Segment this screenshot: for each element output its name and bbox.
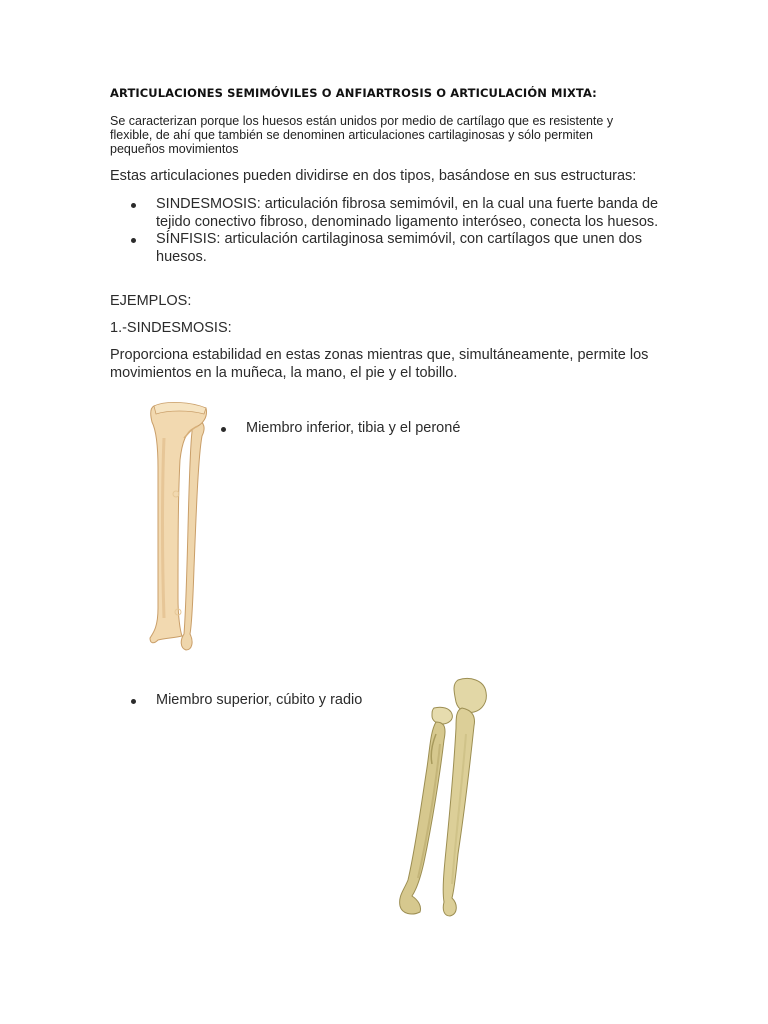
- sindesmosis-paragraph: Proporciona estabilidad en estas zonas mientras que, simultáneamente, permite los movimientos en la muñeca, la mano, el pie y el tobillo.: [110, 347, 649, 381]
- section-heading: ARTICULACIONES SEMIMÓVILES O ANFIARTROSIS O ARTICULACIÓN MIXTA:: [110, 86, 597, 100]
- figure-caption-lower-limb: [220, 420, 460, 438]
- bullet-icon: [131, 699, 136, 704]
- examples-heading: EJEMPLOS:: [110, 293, 192, 309]
- type-item-sinfisis: [130, 231, 670, 266]
- types-list: [130, 196, 670, 266]
- bullet-icon: [131, 238, 136, 243]
- caption-text: Miembro inferior, tibia y el peroné: [246, 420, 461, 436]
- type-item-text: SÍNFISIS: articulación cartilaginosa semimóvil, con cartílagos que unen dos huesos.: [156, 231, 642, 265]
- tibia-fibula-illustration: [140, 398, 220, 664]
- bullet-icon: [131, 203, 136, 208]
- bullet-icon: [221, 427, 226, 432]
- figure-caption-upper-limb: [130, 692, 362, 710]
- types-intro-paragraph: Estas articulaciones pueden dividirse en dos tipos, basándose en sus estructuras:: [110, 168, 637, 184]
- type-item-sindesmosis: [130, 196, 670, 231]
- sindesmosis-heading: 1.-SINDESMOSIS:: [110, 320, 232, 336]
- ulna-radius-illustration: [392, 674, 496, 922]
- type-item-text: SINDESMOSIS: articulación fibrosa semimóvil, en la cual una fuerte banda de tejido conectivo fibroso, denominado ligamento interóseo, conecta los huesos.: [156, 196, 659, 230]
- caption-text: Miembro superior, cúbito y radio: [156, 692, 363, 708]
- intro-paragraph: Se caracterizan porque los huesos están unidos por medio de cartílago que es resistente y flexible, de ahí que también se denominen articulaciones cartilaginosas y sólo permiten pequeños movimientos: [110, 114, 614, 156]
